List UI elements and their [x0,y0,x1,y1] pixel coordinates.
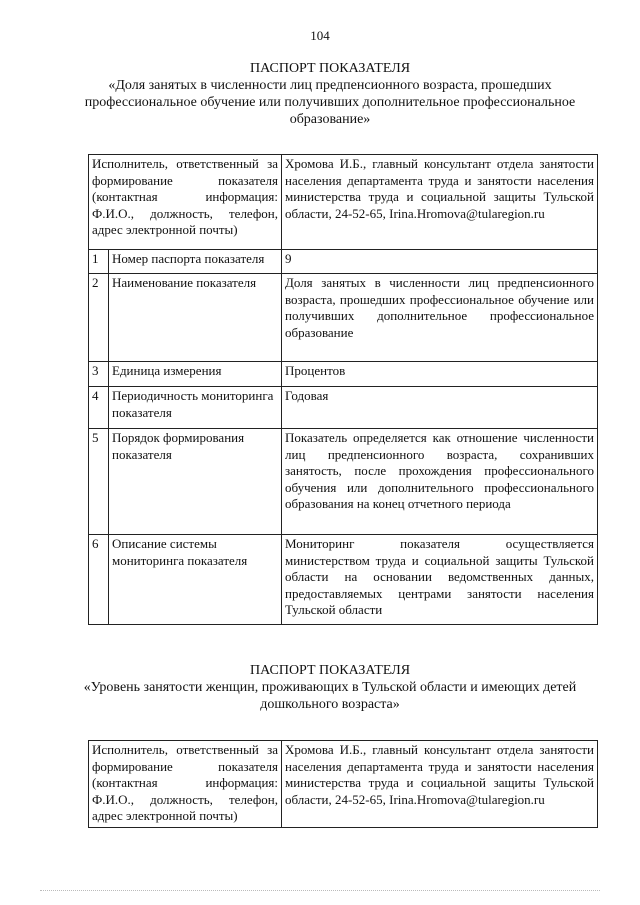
row-label: Единица измерения [109,362,282,387]
row-value: 9 [282,250,598,274]
row-label: Описание системы мониторинга показателя [109,535,282,625]
row-value: Показатель определяется как отношение численности лиц предпенсионного возраста, сохранивших занятость, после прохождения профессионального обучения или дополнительного профессионального образования на конец отчетного периода [282,429,598,535]
passport-table-2 [88,740,598,828]
row-value: Мониторинг показателя осуществляется министерством труда и социальной защиты Тульской области на основании ведомственных данных, предоставляемых центрами занятости населения Тульской области [282,535,598,625]
table-row [89,535,598,625]
row-number: 1 [89,250,109,274]
table-row [89,362,598,387]
row-value: Процентов [282,362,598,387]
row-label: Наименование показателя [109,274,282,362]
table-row [89,274,598,362]
executor-value: Хромова И.Б., главный консультант отдела занятости населения департамента труда и занятости населения министерства труда и социальной защиты Тульской области, 24-52-65, Irina.Hromova@tularegion.ru [282,155,598,250]
row-number: 3 [89,362,109,387]
passport-title-2: ПАСПОРТ ПОКАЗАТЕЛЯ [249,663,411,678]
passport-heading-1 [60,60,600,128]
passport-title-1: ПАСПОРТ ПОКАЗАТЕЛЯ [249,61,411,76]
row-number: 2 [89,274,109,362]
page-number: 104 [310,28,330,43]
table-row [89,155,598,250]
passport-heading-2 [60,662,600,713]
passport-subtitle-1: «Доля занятых в численности лиц предпенсионного возраста, прошедших профессиональное обучение или получивших дополнительное профессиональное образование» [84,78,576,127]
scan-artifact-line [40,890,600,893]
passport-subtitle-2: «Уровень занятости женщин, проживающих в Тульской области и имеющих детей дошкольного возраста» [83,680,577,712]
row-number: 4 [89,387,109,429]
table-row [89,429,598,535]
row-label: Номер паспорта показателя [109,250,282,274]
row-number: 5 [89,429,109,535]
row-value: Доля занятых в численности лиц предпенсионного возраста, прошедших профессиональное обучение или получивших дополнительное профессиональное образование [282,274,598,362]
table-row [89,387,598,429]
row-label: Периодичность мониторинга показателя [109,387,282,429]
executor-label: Исполнитель, ответственный за формирование показателя (контактная информация: Ф.И.О., должность, телефон, адрес электронной почты) [89,741,282,828]
passport-table-1 [88,154,598,625]
executor-value: Хромова И.Б., главный консультант отдела занятости населения департамента труда и занятости населения министерства труда и социальной защиты Тульской области, 24-52-65, Irina.Hromova@tularegion.ru [282,741,598,828]
table-row [89,250,598,274]
executor-label: Исполнитель, ответственный за формирование показателя (контактная информация: Ф.И.О., должность, телефон, адрес электронной почты) [89,155,282,250]
table-row [89,741,598,828]
row-value: Годовая [282,387,598,429]
row-number: 6 [89,535,109,625]
row-label: Порядок формирования показателя [109,429,282,535]
